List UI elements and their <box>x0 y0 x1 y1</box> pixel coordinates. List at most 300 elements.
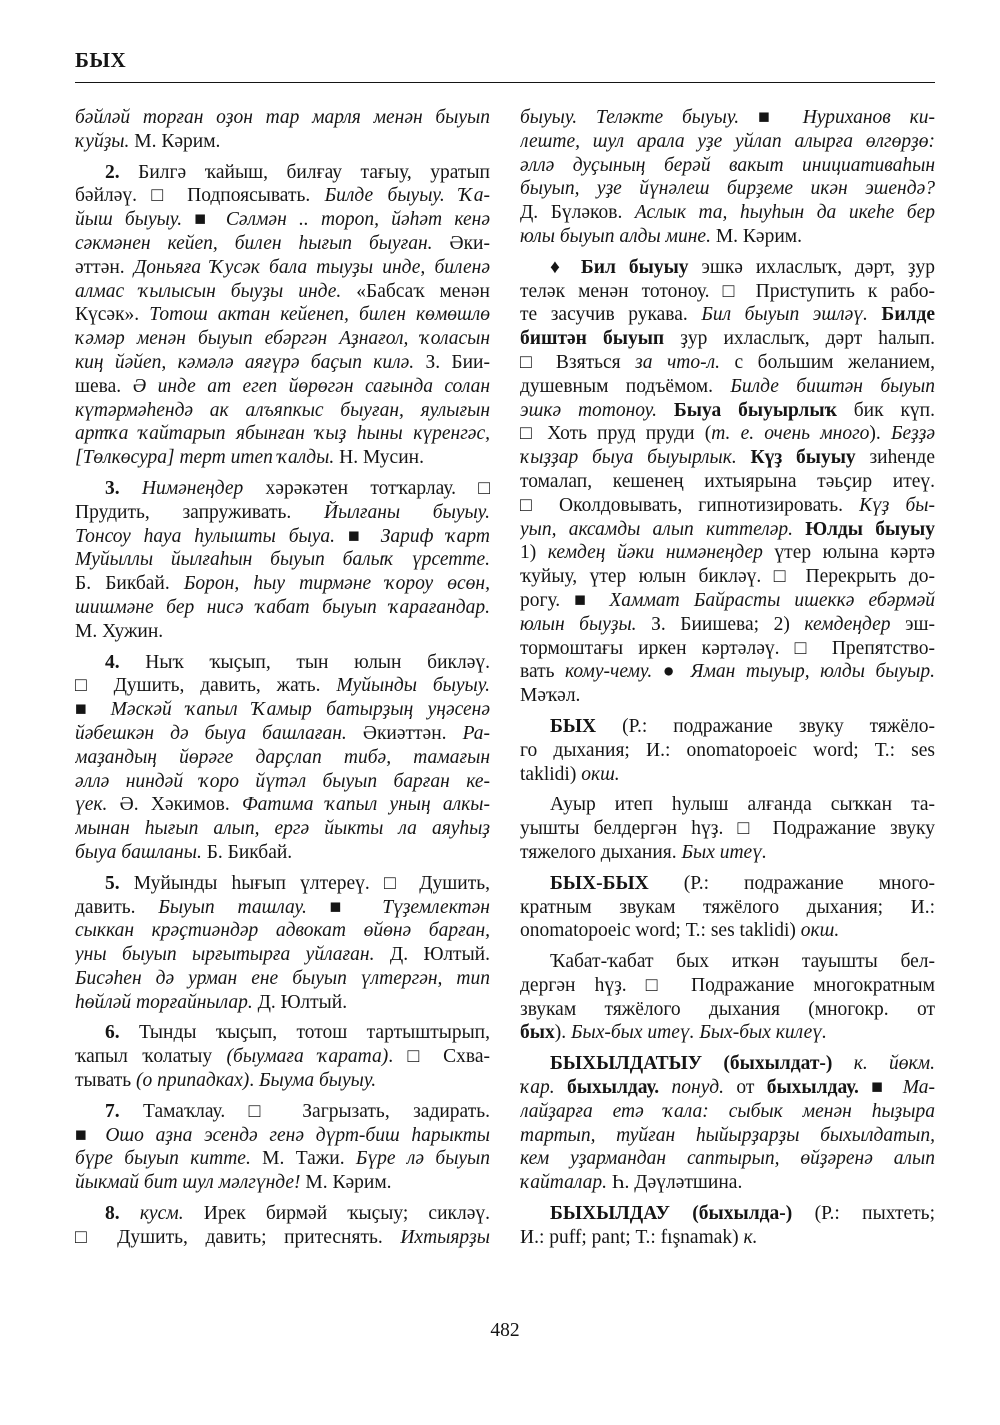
italic-text: ҡайталар. <box>520 1172 607 1194</box>
text-line <box>75 722 490 746</box>
text-line <box>75 698 490 722</box>
plain-text: Мәҡәл. <box>520 685 581 707</box>
text-line <box>520 998 935 1022</box>
text-line <box>520 541 935 565</box>
right-column <box>520 106 935 1250</box>
plain-text: вать <box>520 661 566 683</box>
italic-text: Бых-бых итеү. Бых-бых килеү. <box>570 1022 827 1044</box>
bold-text: 8. <box>105 1203 120 1225</box>
plain-text: Ә. Хәкимов. <box>107 794 242 816</box>
bold-text: Быуа быуырлыҡ <box>673 399 837 421</box>
plain-text: М. Тажи. <box>250 1148 356 1170</box>
plain-text: томалап, кешенең ихтыярына тәьҫир итеү. <box>520 470 935 492</box>
text-line <box>520 589 935 613</box>
italic-text: леште, шул арала уҙе уйлап алырға өлгөрҙө: <box>520 130 935 152</box>
text-line <box>520 660 935 684</box>
plain-text: Ирек бирмәй ҡыҫыу; сикләү. <box>183 1203 490 1225</box>
text-line <box>75 872 490 896</box>
italic-text: Борон, һыу тирмәне ҡороу өсөн, <box>183 573 490 595</box>
plain-text: М. Хужин. <box>75 620 164 642</box>
italic-text: Муйыллы йылғаһын быуып балыҡ үрсетте. <box>75 549 490 571</box>
entry-paragraph <box>75 872 490 1015</box>
plain-text: . □ Схва- <box>388 1046 490 1068</box>
text-line <box>75 651 490 675</box>
plain-text: уышты белдергән һүҙ. □ Подражание звуку <box>520 818 935 840</box>
entry-paragraph <box>520 256 935 708</box>
plain-text <box>120 1203 140 1224</box>
plain-text: Б. Бикбай. <box>201 841 293 863</box>
text-line <box>520 130 935 154</box>
plain-text: давить. <box>75 896 159 918</box>
italic-text: Быуып ташлау. <box>158 896 307 918</box>
text-line <box>75 991 490 1015</box>
plain-text: звукам тяжёлого дыхания (многокр. от <box>520 998 935 1020</box>
text-line <box>520 1171 935 1195</box>
bold-text: БЫХ <box>550 715 597 737</box>
italic-text: эшкә тотоноу. <box>520 399 657 421</box>
italic-text: кому-чему. <box>565 661 653 683</box>
italic-text: Билде быуыу. Ҡа- <box>324 185 490 207</box>
bold-text: БЫХЫЛДАУ (быхылда-) <box>550 1203 793 1225</box>
plain-text: ● <box>652 661 691 683</box>
italic-text: шишмәне бер нисә ҡабат быуып ҡарағандар. <box>75 596 490 618</box>
plain-text <box>832 1053 853 1074</box>
italic-text: за что-л. <box>635 351 721 373</box>
plain-text: Д. Юлтый. <box>252 991 348 1013</box>
plain-text: Әкиәттән. <box>346 722 463 744</box>
italic-text: сыккан крәҫтиәндәр адвокат өйөнә барған, <box>75 920 490 942</box>
italic-text: үек. <box>75 794 108 816</box>
italic-text: [Төлкөсура] терт итеп ҡалды. <box>75 447 335 469</box>
text-line <box>520 896 935 920</box>
italic-text: лайҙарға етә ҡала: сыбык менән һыҙыра <box>520 1100 935 1122</box>
text-line <box>75 106 490 130</box>
text-line <box>75 501 490 525</box>
italic-text: юлы быуып алды мине. <box>520 225 711 247</box>
italic-text: Тотош актан кейенеп, билен көмөшлө <box>149 304 490 326</box>
plain-text: Һ. Дәүләтшина. <box>606 1172 743 1194</box>
plain-text: □ Душить, давить, жать. <box>75 675 337 697</box>
bold-text: Күҙ быуыу <box>750 447 856 469</box>
plain-text: ■ <box>182 209 226 231</box>
plain-text: ■ <box>335 525 381 547</box>
plain-text: дергән һүҙ. □ Подражание многократным <box>520 974 935 996</box>
text-line <box>520 1124 935 1148</box>
plain-text: (Р.: пыхтеть; <box>792 1203 935 1225</box>
italic-text: Быума быуыу. <box>259 1070 377 1092</box>
text-line <box>520 201 935 225</box>
text-line <box>520 950 935 974</box>
plain-text: ҡапыл ҡолатыу <box>75 1046 227 1068</box>
plain-text: душевным подъёмом. <box>520 375 731 397</box>
text-line <box>75 596 490 620</box>
text-line <box>520 763 935 787</box>
running-head: БЫХ <box>75 48 127 72</box>
plain-text: . <box>249 1070 260 1092</box>
plain-text: □ Душить, давить; притеснять. <box>75 1226 401 1248</box>
italic-text: Фатима ҡапыл уның алкы- <box>241 794 490 816</box>
entry-paragraph <box>75 651 490 865</box>
italic-text: Зариф ҡарт <box>380 525 490 547</box>
plain-text: Прудить, запруживать. <box>75 501 325 523</box>
text-line <box>75 548 490 572</box>
plain-text: Ауыр итеп һулыш алғанда сыҡкан та- <box>550 794 935 816</box>
italic-text: маҙандың йөрәге дарҫлап тибә, тамағын <box>75 746 490 768</box>
plain-text: (Р.: подражание звуку тяжёло- <box>596 715 935 737</box>
plain-text: «Бабсаҡ менән <box>341 280 490 302</box>
italic-text: ҡуйҙы. <box>75 130 130 152</box>
entry-paragraph <box>75 1100 490 1195</box>
bold-text: быхылдау. <box>567 1077 660 1099</box>
italic-text: Нимәнеңдер <box>141 477 244 499</box>
header-rule <box>75 82 935 83</box>
plain-text: ♦ <box>550 256 581 278</box>
bold-text: Билде <box>881 304 935 326</box>
italic-text: һөйләй торғайнылар. <box>75 991 253 1013</box>
italic-text: уны быуып ырғытырға уйлаған. <box>75 944 375 966</box>
plain-text: эш- <box>890 613 935 635</box>
plain-text: Ныҡ ҡыҫып, тын юлын бикләү. <box>119 651 490 673</box>
text-line <box>75 674 490 698</box>
text-line <box>75 351 490 375</box>
text-line <box>520 1021 935 1045</box>
text-line <box>520 684 935 708</box>
plain-text: хәрәкәтен тотҡарлау. □ <box>243 477 490 499</box>
text-line <box>520 154 935 178</box>
text-line <box>520 1202 935 1226</box>
italic-text: кемдеңдер <box>804 613 891 635</box>
plain-text: тяжелого дыхания. <box>520 841 682 863</box>
italic-text: (быумаға ҡарата) <box>226 1046 389 1068</box>
plain-text: эшкә ихласлыҡ, дәрт, ҙур <box>688 256 935 278</box>
italic-text: Йылғаны быуыу. <box>324 501 490 523</box>
plain-text: Әки- <box>432 232 490 254</box>
text-line <box>520 637 935 661</box>
text-line <box>75 572 490 596</box>
entry-paragraph <box>520 793 935 864</box>
text-line <box>75 793 490 817</box>
text-line <box>75 1171 490 1195</box>
text-line <box>520 872 935 896</box>
italic-text: әллә дуҫының берәй вакыт инициативаһын <box>520 154 935 176</box>
text-line <box>520 351 935 375</box>
plain-text: кратным звукам тяжёлого дыхания; И.: <box>520 896 935 918</box>
italic-text: кемдең йәки нимәнеңдер <box>547 542 763 564</box>
plain-text: бик күп. <box>836 399 935 421</box>
plain-text: үтер юлына кәртә <box>762 542 935 564</box>
italic-text: быуыу. Теләкте быуыу. <box>520 107 740 128</box>
text-line <box>75 896 490 920</box>
text-line <box>520 1100 935 1124</box>
italic-text: Бил быуып эшләү. <box>701 304 868 326</box>
plain-text: □ Взяться <box>520 351 636 373</box>
text-line <box>520 303 935 327</box>
entry-paragraph <box>75 161 490 470</box>
text-line <box>520 841 935 865</box>
plain-text: М. Кәрим. <box>300 1172 392 1194</box>
italic-text: артҡа ҡайтарып ябынған ҡыҙ һыны күренгәс, <box>75 423 490 445</box>
italic-text: к. йөкм. <box>853 1053 935 1075</box>
italic-text: Бых итеү. <box>681 841 767 863</box>
entry-paragraph <box>520 1202 935 1250</box>
text-line <box>520 565 935 589</box>
entry-paragraph <box>520 1052 935 1195</box>
plain-text: Д. Юлтый. <box>374 944 490 966</box>
text-line <box>520 177 935 201</box>
text-line <box>75 280 490 304</box>
italic-text: Сәлмән .. тороп, йәһәт кенә <box>225 209 490 231</box>
plain-text: ҡуйыу, үтер юлын бикләү. □ Перекрыть до- <box>520 566 935 588</box>
plain-text <box>120 478 142 499</box>
text-line <box>520 494 935 518</box>
plain-text: с большим желанием, <box>720 351 935 373</box>
text-line <box>520 739 935 763</box>
plain-text: те засучив рукава. <box>520 304 702 326</box>
text-line <box>75 161 490 185</box>
plain-text: әттән. <box>75 256 134 278</box>
italic-text: Ошо аҙна эсендә генә дүрт-биш һарыкты <box>105 1124 490 1146</box>
entry-paragraph <box>75 106 490 154</box>
plain-text <box>868 304 882 325</box>
italic-text: бәйләй торған оҙон тар марля менән быуып <box>75 107 490 128</box>
plain-text: рогу. ■ <box>520 589 610 611</box>
plain-text: шева. <box>75 375 133 397</box>
plain-text: Ҡабат-ҡабат бых иткән тауышты бел- <box>550 951 935 973</box>
text-line <box>520 974 935 998</box>
plain-text: onomatopoeic word; Т.: ses taklidi) <box>520 920 801 942</box>
text-line <box>75 1226 490 1250</box>
plain-text: Тынды ҡыҫып, тотош тартыштырып, <box>119 1022 490 1044</box>
italic-text: (о припадках) <box>136 1070 250 1092</box>
text-line <box>520 613 935 637</box>
entry-paragraph <box>520 106 935 249</box>
italic-text: мынан һығып алып, ергә йыкты ла аяуһыҙ <box>75 818 490 840</box>
italic-text: Яман тыуыр, юлды быуыр. <box>690 661 935 683</box>
italic-text: Нуриханов ки- <box>802 107 935 128</box>
italic-text: Ә инде ат егеп йөрөгән сағында солан <box>132 375 490 397</box>
plain-text: ■ <box>306 896 383 918</box>
plain-text: тормоштағы иркен кәртәләү. □ Препятство- <box>520 637 935 659</box>
italic-text: йыш быуыу. <box>75 209 183 231</box>
italic-text: Ихтыярҙы <box>400 1226 490 1248</box>
plain-text: ). <box>869 423 891 445</box>
italic-text: Бисәһен дә урман ене быуып үлтергән, тип <box>75 967 490 989</box>
plain-text: Б. Бикбай. <box>75 573 184 595</box>
italic-text: Аслык та, һыуһын да икеһе бер <box>634 202 935 224</box>
bold-text: быхылдау. <box>766 1077 859 1099</box>
text-line <box>75 399 490 423</box>
bold-text: 7. <box>105 1100 120 1122</box>
italic-text: тартып, туйған һыйырҙарҙы быхылдатып, <box>520 1124 935 1146</box>
italic-text: юлын быуҙы. <box>520 613 637 635</box>
entry-paragraph <box>75 477 490 644</box>
italic-text: Хаммат Байрасты ишеккә ебәрмәй <box>609 589 935 611</box>
italic-text: ҡыҙҙар быуа быуырлык. <box>520 447 737 469</box>
plain-text: Д. Бүләков. <box>520 202 635 224</box>
plain-text <box>659 1077 671 1098</box>
plain-text: taklidi) <box>520 763 582 785</box>
text-line <box>75 1147 490 1171</box>
italic-text: Билде биштән быуып <box>730 375 935 397</box>
text-line <box>520 793 935 817</box>
bold-text: БЫХЫЛДАТЫУ (быхылдат-) <box>550 1053 833 1075</box>
text-line <box>520 375 935 399</box>
text-line <box>520 1147 935 1171</box>
plain-text: З. Бии- <box>414 351 490 373</box>
italic-text: Ра- <box>462 722 490 744</box>
bold-text: 6. <box>105 1022 120 1044</box>
italic-text: Тонсоу һауа һулышты быуа. <box>75 525 336 547</box>
italic-text: алмас ҡылысын быуҙы инде. <box>75 280 342 302</box>
entry-paragraph <box>520 950 935 1045</box>
text-line <box>75 208 490 232</box>
italic-text: понуд. <box>671 1077 725 1099</box>
text-line <box>520 256 935 280</box>
italic-text: Муйынды быуыу. <box>336 675 490 697</box>
entry-paragraph <box>75 1021 490 1092</box>
plain-text: □ Околдовывать, гипнотизировать. <box>520 494 860 516</box>
text-line <box>75 967 490 991</box>
italic-text: Түҙемлектән <box>382 896 490 918</box>
text-line <box>75 817 490 841</box>
italic-text: ҡар. <box>520 1077 555 1099</box>
text-line <box>75 1124 490 1148</box>
italic-text: Бүре лә быуып <box>355 1148 490 1170</box>
plain-text: ■ <box>75 699 111 721</box>
italic-text: быуып, уҙе йүнәлеш бирҙеме икән эшендә? <box>520 178 935 200</box>
text-line <box>75 1021 490 1045</box>
bold-text: биштән быуып <box>520 328 665 350</box>
plain-text: Билгә ҡайыш, билғау тағыу, уратып <box>119 161 490 183</box>
text-line <box>75 943 490 967</box>
italic-text: окш. <box>581 763 620 785</box>
text-line <box>75 770 490 794</box>
bold-text: 5. <box>105 872 120 894</box>
bold-text: Бил быуыу <box>580 256 689 278</box>
text-line <box>75 446 490 470</box>
plain-text: М. Кәрим. <box>710 225 802 247</box>
plain-text: М. Кәрим. <box>129 130 221 152</box>
italic-text: т. е. очень много <box>711 423 870 445</box>
plain-text: (Р.: подражание много- <box>648 872 935 894</box>
text-line <box>75 1045 490 1069</box>
italic-text: күтәрмәһендә ак алъяпкыс быуған, яулығын <box>75 399 490 421</box>
italic-text: Күҙ бы- <box>859 494 935 516</box>
plain-text <box>793 519 805 540</box>
italic-text: окш. <box>800 920 840 942</box>
entry-paragraph <box>520 872 935 943</box>
plain-text: 1) <box>520 542 548 564</box>
italic-text: Мәскәй ҡапыл Ҡамыр батырҙың уңәсенә <box>110 699 490 721</box>
italic-text: киң йәйеп, кәмәлә аяғүрә баҫып килә. <box>75 351 415 373</box>
italic-text: Ма- <box>902 1077 935 1099</box>
text-line <box>520 470 935 494</box>
plain-text <box>657 400 674 421</box>
italic-text: кем уҙармандан саптырып, өйҙәренә алып <box>520 1148 935 1170</box>
text-line <box>520 1052 935 1076</box>
text-line <box>75 130 490 154</box>
plain-text: тывать <box>75 1070 137 1092</box>
italic-text: йыкмай бит шул мәлгүнде! <box>75 1172 301 1194</box>
text-line <box>520 518 935 542</box>
plain-text <box>555 1077 567 1098</box>
italic-text: уып, аксамды алып киттеләр. <box>520 518 794 540</box>
text-line <box>520 715 935 739</box>
text-line <box>520 106 935 130</box>
italic-text: Доньяға Ҡусәк бала тыуҙы инде, биленә <box>133 256 490 278</box>
plain-text: ҙур ихласлыҡ, дәрт һалып. <box>664 328 935 350</box>
plain-text: ■ <box>858 1077 903 1099</box>
bold-text: БЫХ-БЫХ <box>550 872 649 894</box>
plain-text: от <box>724 1077 767 1099</box>
plain-text: зиһенде <box>855 447 935 469</box>
plain-text: Күсәк». <box>75 304 150 326</box>
text-line <box>75 327 490 351</box>
left-column <box>75 106 490 1250</box>
text-line <box>520 446 935 470</box>
entry-paragraph <box>520 715 935 786</box>
text-line <box>75 375 490 399</box>
text-line <box>75 1100 490 1124</box>
plain-text: Муйынды һығып үлтереү. □ Душить, <box>119 872 490 894</box>
text-line <box>75 256 490 280</box>
text-line <box>520 399 935 423</box>
text-line <box>520 327 935 351</box>
bold-text: 2. <box>105 161 120 183</box>
italic-text: йәбешкән дә быуа башлаған. <box>75 722 347 744</box>
plain-text: И.: puff; pant; Т.: fışnamak) <box>520 1226 744 1248</box>
text-line <box>75 620 490 644</box>
bold-text: бых <box>520 1022 555 1044</box>
bold-text: 4. <box>105 651 120 673</box>
text-line <box>75 303 490 327</box>
bold-text: 3. <box>105 477 120 499</box>
text-line <box>520 422 935 446</box>
plain-text: ). <box>554 1022 571 1044</box>
italic-text: Беҙҙә <box>890 423 935 445</box>
text-line <box>75 232 490 256</box>
text-line <box>520 817 935 841</box>
text-line <box>75 525 490 549</box>
text-line <box>520 225 935 249</box>
entry-paragraph <box>75 1202 490 1250</box>
text-line <box>75 422 490 446</box>
plain-text: □ Хоть пруд пруди ( <box>520 423 712 445</box>
text-line <box>75 477 490 501</box>
italic-text: быуа башланы. <box>75 841 202 863</box>
text-line <box>520 1226 935 1250</box>
italic-text: бүре быуып китте. <box>75 1148 251 1170</box>
text-line <box>520 280 935 304</box>
plain-text: го дыхания; И.: onomatopoeic word; Т.: ses <box>520 739 935 761</box>
bold-text: Юлды быуыу <box>805 518 935 540</box>
plain-text <box>737 447 751 468</box>
text-line <box>75 746 490 770</box>
plain-text: Н. Мусин. <box>334 447 424 469</box>
italic-text: әллә ниндәй ҡоро йүтәл быуып барған ке- <box>75 770 490 792</box>
text-line <box>75 1069 490 1093</box>
italic-text: ҡәмәр менән быуып ебәргән Аҙнағол, ҡоласын <box>75 328 490 350</box>
text-line <box>75 184 490 208</box>
plain-text: ■ <box>75 1124 106 1146</box>
text-line <box>75 919 490 943</box>
page-number: 482 <box>490 1320 520 1341</box>
italic-text: сәкмәнен кейеп, билен һығып быуған. <box>75 232 433 254</box>
text-line <box>75 841 490 865</box>
plain-text: Тамаҡлау. □ Загрызать, задирать. <box>119 1100 490 1122</box>
plain-text: бәйләү. □ Подпоясывать. <box>75 185 325 207</box>
text-line <box>75 1202 490 1226</box>
